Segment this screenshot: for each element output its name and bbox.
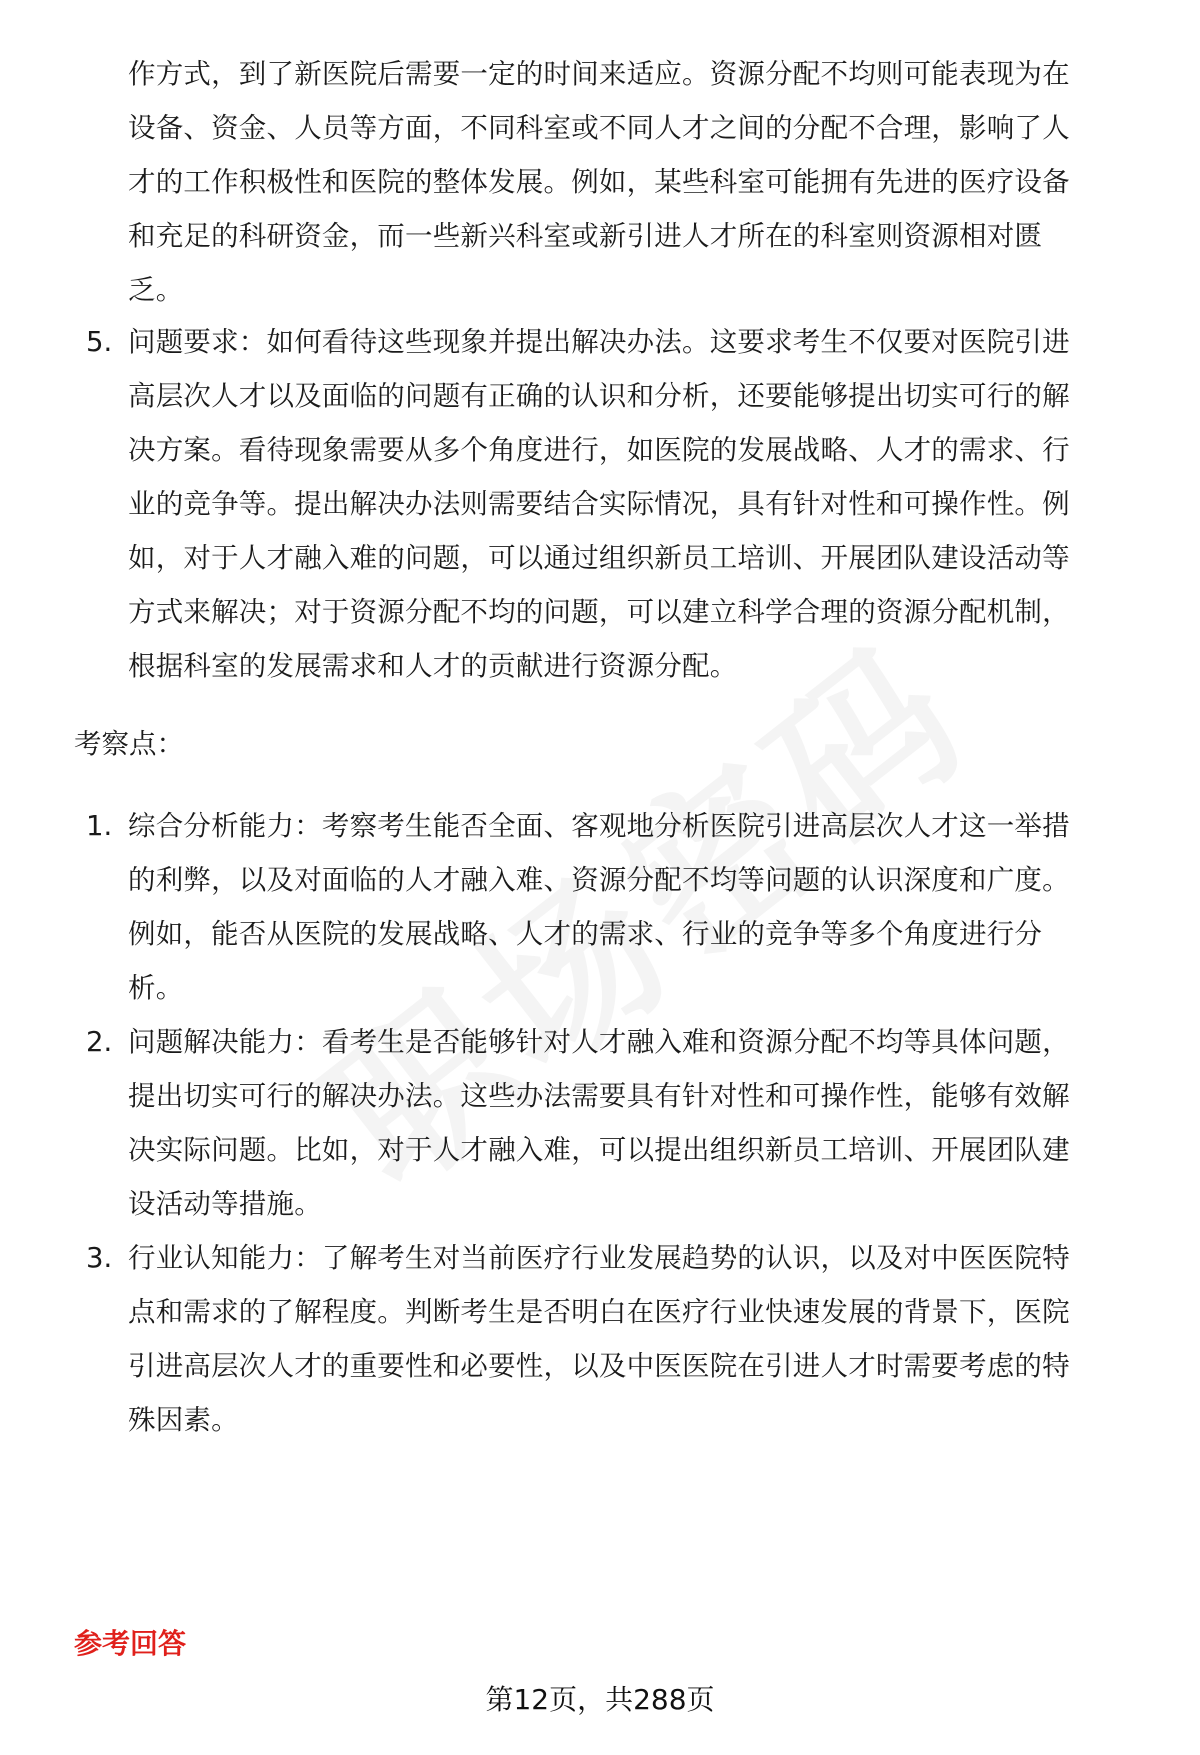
list-item-line: 点和需求的了解程度。判断考生是否明白在医疗行业快速发展的背景下，医院 <box>128 1296 1070 1328</box>
list-number: 2. <box>86 1026 113 1058</box>
list-item-line: 高层次人才以及面临的问题有正确的认识和分析，还要能够提出切实可行的解 <box>128 380 1070 412</box>
list-item-line: 问题要求：如何看待这些现象并提出解决办法。这要求考生不仅要对医院引进 <box>128 326 1070 358</box>
list-item-line: 决实际问题。比如，对于人才融入难，可以提出组织新员工培训、开展团队建 <box>128 1134 1070 1166</box>
list-item-line: 的利弊，以及对面临的人才融入难、资源分配不均等问题的认识深度和广度。 <box>128 864 1070 896</box>
list-item-line: 根据科室的发展需求和人才的贡献进行资源分配。 <box>128 650 738 682</box>
list-number: 5. <box>86 326 113 358</box>
intro-line: 作方式，到了新医院后需要一定的时间来适应。资源分配不均则可能表现为在 <box>128 58 1070 90</box>
section-heading: 考察点： <box>74 728 184 760</box>
list-item-line: 设活动等措施。 <box>128 1188 322 1220</box>
reference-answer-heading: 参考回答 <box>74 1627 187 1660</box>
list-item-line: 殊因素。 <box>128 1404 239 1436</box>
list-item-line: 引进高层次人才的重要性和必要性，以及中医医院在引进人才时需要考虑的特 <box>128 1350 1070 1382</box>
list-item-line: 如，对于人才融入难的问题，可以通过组织新员工培训、开展团队建设活动等 <box>128 542 1070 574</box>
list-item-line: 业的竞争等。提出解决办法则需要结合实际情况，具有针对性和可操作性。例 <box>128 488 1070 520</box>
list-item-line: 决方案。看待现象需要从多个角度进行，如医院的发展战略、人才的需求、行 <box>128 434 1070 466</box>
list-item-line: 综合分析能力：考察考生能否全面、客观地分析医院引进高层次人才这一举措 <box>128 810 1070 842</box>
list-item-line: 提出切实可行的解决办法。这些办法需要具有针对性和可操作性，能够有效解 <box>128 1080 1070 1112</box>
intro-line: 乏。 <box>128 274 184 306</box>
list-item-line: 方式来解决；对于资源分配不均的问题，可以建立科学合理的资源分配机制， <box>128 596 1070 628</box>
list-item-line: 析。 <box>128 972 184 1004</box>
list-number: 1. <box>86 810 113 842</box>
intro-line: 设备、资金、人员等方面，不同科室或不同人才之间的分配不合理，影响了人 <box>128 112 1070 144</box>
list-item-line: 行业认知能力：了解考生对当前医疗行业发展趋势的认识，以及对中医医院特 <box>128 1242 1070 1274</box>
intro-line: 和充足的科研资金，而一些新兴科室或新引进人才所在的科室则资源相对匮 <box>128 220 1043 252</box>
list-number: 3. <box>86 1242 113 1274</box>
intro-line: 才的工作积极性和医院的整体发展。例如，某些科室可能拥有先进的医疗设备 <box>128 166 1070 198</box>
list-item-line: 例如，能否从医院的发展战略、人才的需求、行业的竞争等多个角度进行分 <box>128 918 1043 950</box>
list-item-line: 问题解决能力：看考生是否能够针对人才融入难和资源分配不均等具体问题， <box>128 1026 1070 1058</box>
page-number: 第12页，共288页 <box>485 1683 715 1716</box>
